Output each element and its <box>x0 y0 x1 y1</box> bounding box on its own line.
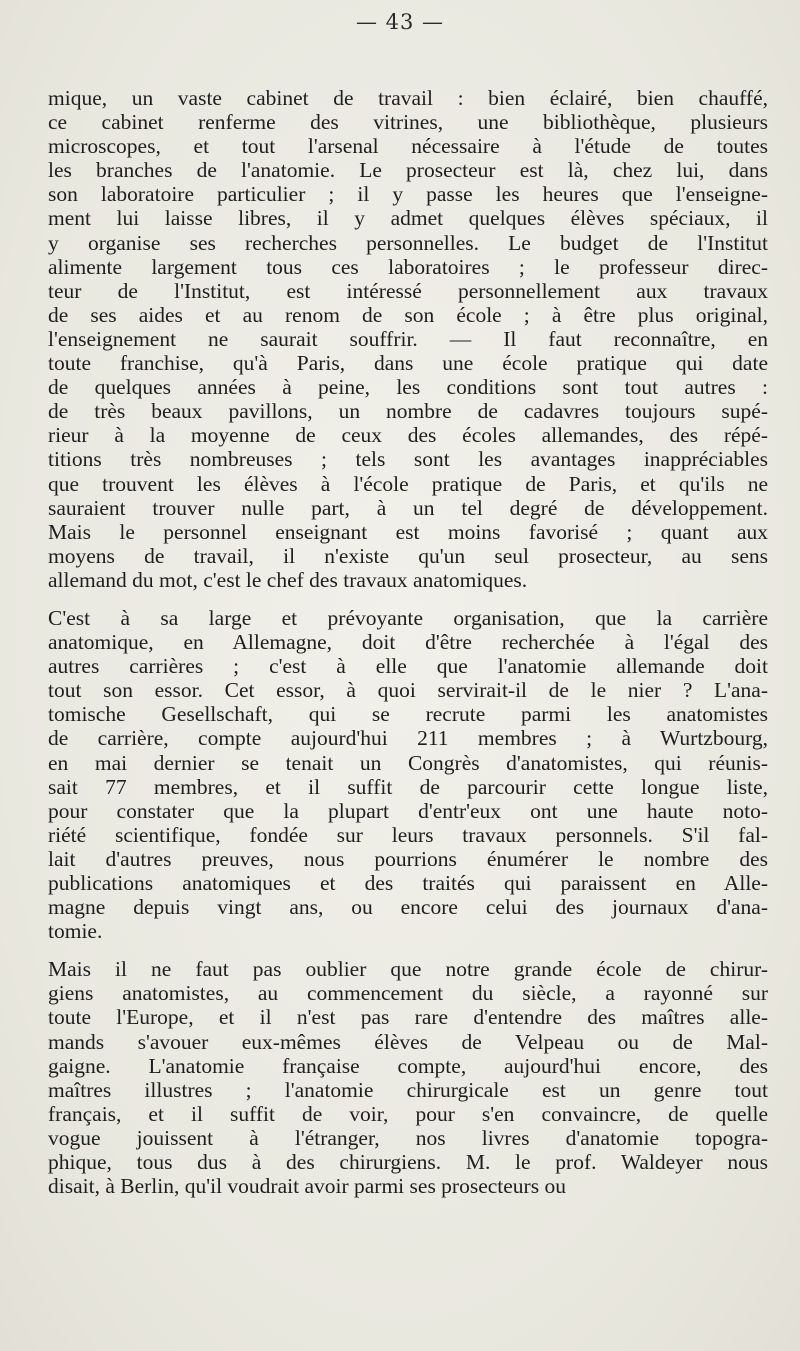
text-line: publications anatomiques et des traités qui paraissent en Alle- <box>48 871 768 895</box>
text-line: de carrière, compte aujourd'hui 211 membres ; à Wurtzbourg, <box>48 726 768 751</box>
page-number: — 43 — <box>355 10 445 34</box>
text-line: disait, à Berlin, qu'il voudrait avoir parmi ses prosecteurs ou <box>48 1174 566 1199</box>
text-line: phique, tous dus à des chirurgiens. M. le prof. Waldeyer nous <box>48 1150 768 1175</box>
text-line: de quelques années à peine, les conditions sont tout autres : <box>48 375 768 400</box>
text-line: tout son essor. Cet essor, à quoi servirait-il de le nier ? L'ana- <box>48 678 768 703</box>
paragraph-gap <box>48 943 768 957</box>
text-line: moyens de travail, il n'existe qu'un seul prosecteur, au sens <box>48 543 768 568</box>
text-line: mique, un vaste cabinet de travail : bien éclairé, bien chauffé, <box>48 86 768 110</box>
text-line: autres carrières ; c'est à elle que l'anatomie allemande doit <box>48 654 768 679</box>
text-line: gaigne. L'anatomie française compte, aujourd'hui encore, des <box>48 1053 768 1078</box>
text-line: les branches de l'anatomie. Le prosecteur est là, chez lui, dans <box>48 158 768 183</box>
text-line: que trouvent les élèves à l'école pratique de Paris, et qu'ils ne <box>48 471 768 496</box>
paragraph <box>48 606 768 943</box>
text-line: tomie. <box>48 919 103 944</box>
text-line: toute l'Europe, et il n'est pas rare d'entendre des maîtres alle- <box>48 1005 768 1030</box>
text-line: alimente largement tous ces laboratoires ; le professeur direc- <box>48 254 768 279</box>
paragraph <box>48 957 768 1198</box>
text-line: riété scientifique, fondée sur leurs travaux personnels. S'il fal- <box>48 822 768 847</box>
body-text <box>48 86 768 1198</box>
text-line: allemand du mot, c'est le chef des travaux anatomiques. <box>48 567 528 592</box>
text-line: rieur à la moyenne de ceux des écoles allemandes, des répé- <box>48 423 768 448</box>
text-line: lait d'autres preuves, nous pourrions énumérer le nombre des <box>48 846 768 871</box>
text-line: teur de l'Institut, est intéressé personnellement aux travaux <box>48 278 768 303</box>
text-line: giens anatomistes, au commencement du siècle, a rayonné sur <box>48 981 768 1006</box>
text-line: Mais il ne faut pas oublier que notre grande école de chirur- <box>48 957 768 982</box>
text-line: de ses aides et au renom de son école ; à être plus original, <box>48 302 768 327</box>
text-line: mands s'avouer eux-mêmes élèves de Velpeau ou de Mal- <box>48 1029 768 1054</box>
text-line: magne depuis vingt ans, ou encore celui des journaux d'ana- <box>48 895 768 920</box>
text-line: sauraient trouver nulle part, à un tel degré de développement. <box>48 495 768 520</box>
text-line: microscopes, et tout l'arsenal nécessaire à l'étude de toutes <box>48 134 768 159</box>
text-line: maîtres illustres ; l'anatomie chirurgicale est un genre tout <box>48 1077 768 1102</box>
text-line: C'est à sa large et prévoyante organisation, que la carrière <box>48 605 768 630</box>
text-line: ment lui laisse libres, il y admet quelques élèves spéciaux, il <box>48 206 768 231</box>
text-line: son laboratoire particulier ; il y passe les heures que l'enseigne- <box>48 182 768 207</box>
text-line: français, et il suffit de voir, pour s'en convaincre, de quelle <box>48 1101 768 1126</box>
text-line: pour constater que la plupart d'entr'eux ont une haute noto- <box>48 798 768 823</box>
text-line: tomische Gesellschaft, qui se recrute parmi les anatomistes <box>48 702 768 727</box>
text-line: l'enseignement ne saurait souffrir. — Il faut reconnaître, en <box>48 326 768 351</box>
text-line: de très beaux pavillons, un nombre de cadavres toujours supé- <box>48 399 768 424</box>
text-line: y organise ses recherches personnelles. Le budget de l'Institut <box>48 230 768 255</box>
text-line: Mais le personnel enseignant est moins favorisé ; quant aux <box>48 519 768 544</box>
text-line: en mai dernier se tenait un Congrès d'anatomistes, qui réunis- <box>48 750 768 775</box>
paragraph-gap <box>48 592 768 606</box>
text-line: titions très nombreuses ; tels sont les avantages inappréciables <box>48 447 768 472</box>
text-line: sait 77 membres, et il suffit de parcourir cette longue liste, <box>48 774 768 799</box>
paragraph <box>48 86 768 592</box>
text-line: anatomique, en Allemagne, doit d'être recherchée à l'égal des <box>48 630 768 655</box>
text-line: toute franchise, qu'à Paris, dans une école pratique qui date <box>48 351 768 376</box>
text-line: vogue jouissent à l'étranger, nos livres d'anatomie topogra- <box>48 1125 768 1150</box>
text-line: ce cabinet renferme des vitrines, une bibliothèque, plusieurs <box>48 110 768 135</box>
